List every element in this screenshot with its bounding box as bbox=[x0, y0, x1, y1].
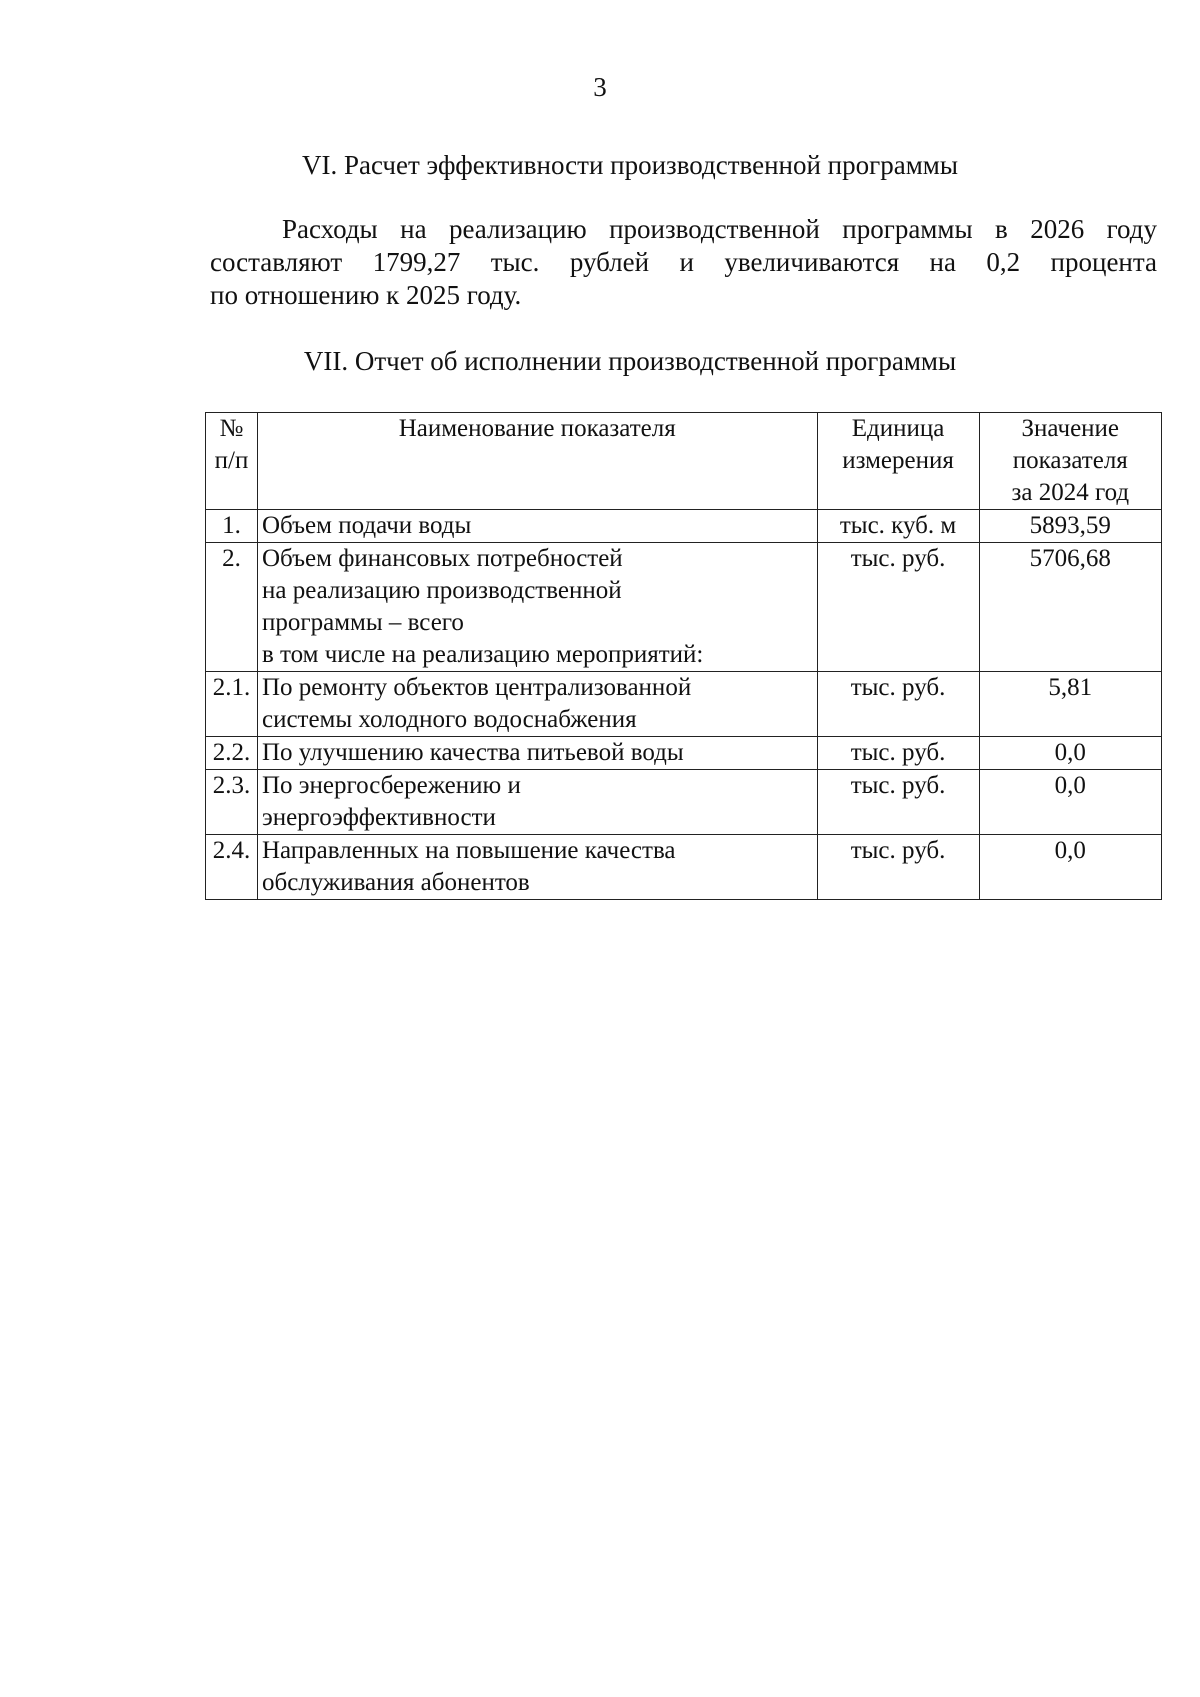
row-unit: тыс. руб. bbox=[817, 737, 979, 770]
row-value: 0,0 bbox=[979, 835, 1161, 900]
program-report-table bbox=[205, 412, 1162, 900]
row-unit: тыс. руб. bbox=[817, 835, 979, 900]
paragraph-line-1: Расходы на реализацию производственной программы в 2026 году bbox=[282, 214, 1157, 244]
row-unit: тыс. руб. bbox=[817, 543, 979, 672]
row-num: 2.3. bbox=[206, 770, 258, 835]
row-unit: тыс. руб. bbox=[817, 672, 979, 737]
header-num: № п/п bbox=[206, 413, 258, 510]
row-value: 5,81 bbox=[979, 672, 1161, 737]
row-name: По улучшению качества питьевой воды bbox=[257, 737, 817, 770]
header-unit: Единица измерения bbox=[817, 413, 979, 510]
table-row bbox=[206, 510, 1162, 543]
row-num: 1. bbox=[206, 510, 258, 543]
row-name: По ремонту объектов централизованной системы холодного водоснабжения bbox=[257, 672, 817, 737]
table-header-row bbox=[206, 413, 1162, 510]
row-name: Направленных на повышение качества обслуживания абонентов bbox=[257, 835, 817, 900]
row-value: 5706,68 bbox=[979, 543, 1161, 672]
row-num: 2. bbox=[206, 543, 258, 672]
row-value: 5893,59 bbox=[979, 510, 1161, 543]
paragraph-line-2: составляют 1799,27 тыс. рублей и увеличиваются на 0,2 процента bbox=[210, 247, 1157, 277]
row-num: 2.2. bbox=[206, 737, 258, 770]
section-6-title: VI. Расчет эффективности производственной программы bbox=[301, 150, 958, 180]
section-7-title: VII. Отчет об исполнении производственной программы bbox=[303, 346, 957, 376]
row-num: 2.1. bbox=[206, 672, 258, 737]
row-value: 0,0 bbox=[979, 737, 1161, 770]
paragraph-line-3: по отношению к 2025 году. bbox=[210, 280, 522, 310]
efficiency-paragraph bbox=[210, 213, 1157, 312]
table-row bbox=[206, 543, 1162, 672]
row-value: 0,0 bbox=[979, 770, 1161, 835]
row-name: Объем финансовых потребностей на реализацию производственной программы – всего в том числе на реализацию мероприятий: bbox=[257, 543, 817, 672]
table-row bbox=[206, 672, 1162, 737]
row-unit: тыс. куб. м bbox=[817, 510, 979, 543]
row-name: По энергосбережению и энергоэффективности bbox=[257, 770, 817, 835]
row-num: 2.4. bbox=[206, 835, 258, 900]
page-number: 3 bbox=[593, 72, 607, 102]
header-value: Значение показателя за 2024 год bbox=[979, 413, 1161, 510]
row-name: Объем подачи воды bbox=[257, 510, 817, 543]
table-row bbox=[206, 835, 1162, 900]
row-unit: тыс. руб. bbox=[817, 770, 979, 835]
header-name: Наименование показателя bbox=[257, 413, 817, 510]
table-row bbox=[206, 770, 1162, 835]
table-row bbox=[206, 737, 1162, 770]
